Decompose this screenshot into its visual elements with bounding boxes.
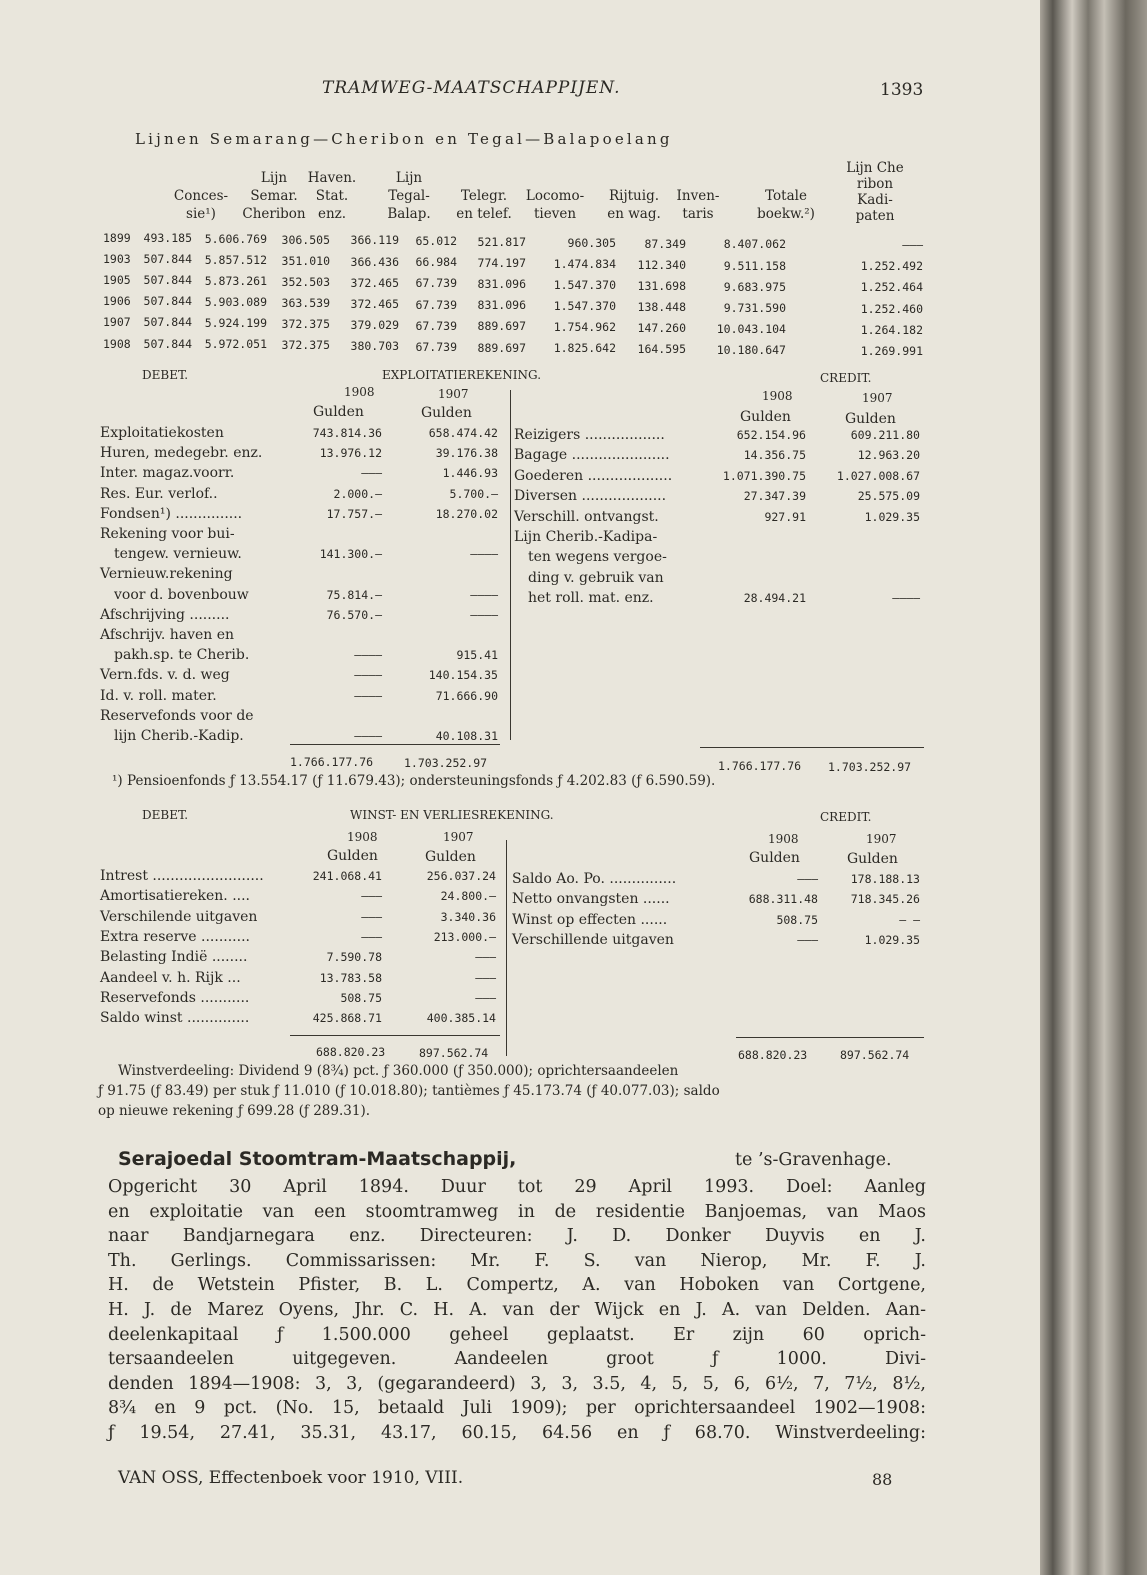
exploitatie-debet-total-1908: 1.766.177.76 [290,755,374,769]
stats-col-header: paten [855,208,895,224]
company-text-line: Th. Gerlings. Commissarissen: Mr. F. S. van Nierop, Mr. F. J. [108,1250,926,1271]
stats-cell: 9.731.590 [723,300,786,315]
exploitatie-debet-row-1907: 71.666.90 [435,688,498,703]
stats-cell: 507.844 [143,315,192,330]
stats-col-header: Locomo- [525,188,585,204]
stats-cell: 5.972.051 [204,337,267,352]
stats-cell: 1.825.642 [553,341,616,356]
winst-debet-row-1908: ——— [361,889,382,904]
stats-cell: 1.252.492 [860,259,923,274]
exploitatie-credit-row-label: Reizigers .................. [514,427,665,443]
exploitatie-debet-row-1908: ———— [354,668,382,683]
stats-cell: 5.606.769 [204,231,267,246]
stats-cell: ——— [902,238,923,253]
exploitatie-debet-row-1908: 141.300.— [319,547,382,562]
winst-credit-total-1908: 688.820.23 [738,1048,808,1062]
company-line-0: te ’s-Gravenhage. [735,1150,892,1170]
stats-cell: 380.703 [350,338,399,353]
winst-debet-row-1908: 241.068.41 [312,869,382,883]
exploitatie-credit-row-1907: 609.211.80 [850,428,920,442]
winst-debet-row-1907: ——— [475,950,496,965]
exploitatie-credit-row-1908: 927.91 [764,509,806,524]
running-header: TRAMWEG-MAATSCHAPPIJEN. [322,78,621,98]
exploitatie-debet-row-label: Huren, medegebr. enz. [100,445,263,462]
stats-year: 1899 [103,231,131,245]
stats-col-header: enz. [317,206,347,222]
stats-year: 1906 [103,294,131,309]
company-text-line: ƒ 19.54, 27.41, 35.31, 43.17, 60.15, 64.56 en ƒ 68.70. Winstverdeeling: [108,1422,926,1443]
stats-cell: 1.252.464 [860,280,923,295]
winst-distribution-line-3: op nieuwe rekening ƒ 699.28 (ƒ 289.31). [98,1103,371,1119]
stats-col-header: Lijn [260,170,288,186]
winst-credit-row-label: Winst op effecten ...... [512,911,668,928]
exploitatie-credit-year-1907: 1907 [862,391,893,405]
stats-col-header: Inven- [676,188,720,204]
exploitatie-debet-row-label: Rekening voor bui- [100,526,235,542]
stats-cell: 65.012 [415,234,457,249]
exploitatie-debet-unit-1907: Gulden [421,405,472,421]
exploitatie-debet-row-1907: 140.154.35 [428,668,498,683]
winst-credit-row-label: Verschillende uitgaven [512,931,674,948]
exploitatie-debet-row-label: Exploitatiekosten [100,425,224,441]
winst-debet-row-label: Aandeel v. h. Rijk ... [100,969,241,986]
winst-debet-row-1908: 425.868.71 [312,1011,382,1026]
winst-debet-year-1908: 1908 [347,830,378,844]
winst-debet-row-1907: 213.000.— [433,929,496,944]
exploitatie-credit-row-1908: 14.356.75 [743,448,806,463]
stats-cell: 831.096 [477,298,526,313]
winst-credit-year-1908: 1908 [768,832,799,846]
exploitatie-credit-row-label: Diversen ................... [514,488,667,505]
footer-source: VAN OSS, Effectenboek voor 1910, VIII. [118,1468,464,1488]
stats-col-header: Haven. [307,170,357,186]
stats-cell: 67.739 [415,339,457,354]
exploitatie-credit-row-1907: ———— [892,591,920,606]
stats-col-header: taris [682,206,714,222]
stats-cell: 306.505 [281,232,330,247]
stats-cell: 1.547.370 [553,299,616,314]
winst-debet-row-label: Belasting Indië ........ [100,949,248,966]
company-name: Serajoedal Stoomtram-Maatschappij, [118,1148,517,1170]
stats-cell: 372.375 [281,317,330,331]
stats-cell: 5.924.199 [204,316,267,331]
stats-col-header: tieven [533,206,577,222]
stats-cell: 521.817 [477,235,526,249]
winst-debet-row-label: Reservefonds ........... [100,989,250,1006]
footer-sheet-number: 88 [872,1470,893,1489]
winst-debet-label: DEBET. [142,808,189,822]
exploitatie-credit-unit-1907: Gulden [845,411,896,427]
exploitatie-credit-row-label: Lijn Cherib.-Kadipa- [514,529,658,545]
company-description [108,1175,926,1446]
winst-credit-row-label: Netto onvangsten ...... [512,891,670,908]
stats-cell: 1.547.370 [553,278,616,292]
stats-col-header: en telef. [456,206,512,222]
winst-debet-row-1908: ——— [361,909,382,924]
exploitatie-debet-row-1908: ———— [354,729,382,743]
winst-credit-total-1907: 897.562.74 [840,1048,910,1062]
winst-debet-unit-1908: Gulden [327,848,378,864]
exploitatie-credit-row-1908: 1.071.390.75 [722,468,806,483]
exploitatie-debet-row-label: Vern.fds. v. d. weg [100,667,230,684]
exploitatie-debet-row-label: pakh.sp. te Cherib. [114,647,250,664]
winst-debet-sum-rule [290,1035,500,1036]
stats-col-header: Kadi- [857,192,893,208]
stats-col-header: Stat. [315,188,349,204]
stats-cell: 960.305 [567,235,616,250]
exploitatie-debet-row-label: voor d. bovenbouw [114,586,249,603]
company-text-line: naar Bandjarnegara enz. Directeuren: J. D. Donker Duyvis en J. [108,1226,926,1247]
winst-debet-row-label: Intrest ......................... [100,868,264,884]
exploitatie-credit-row-1908: 28.494.21 [743,591,806,606]
stats-col-header: sie¹) [186,206,216,222]
winst-credit-sum-rule [736,1037,924,1038]
exploitatie-credit-row-label: ten wegens vergoe- [528,549,667,566]
stats-cell: 507.844 [143,336,192,351]
stats-cell: 372.465 [350,275,399,290]
company-text-line: denden 1894—1908: 3, 3, (gegarandeerd) 3, 3, 3.5, 4, 5, 5, 6, 6½, 7, 7½, 8½, [108,1373,926,1394]
stats-cell: 66.984 [415,255,457,270]
stats-cell: 10.180.647 [716,342,786,357]
winst-debet-row-1908: 13.783.58 [319,970,382,985]
exploitatie-debet-label: DEBET. [142,368,189,382]
exploitatie-credit-sum-rule [700,747,924,748]
exploitatie-credit-unit-1908: Gulden [740,409,791,425]
stats-cell: 831.096 [477,277,526,292]
exploitatie-divider [510,390,511,740]
exploitatie-debet-sum-rule [290,744,500,745]
exploitatie-debet-row-label: Reservefonds voor de [100,707,254,724]
exploitatie-credit-year-1908: 1908 [762,389,793,403]
exploitatie-debet-row-1907: ———— [470,587,498,602]
stats-cell: 1.252.460 [860,301,923,316]
exploitatie-debet-row-label: Id. v. roll. mater. [100,687,217,704]
stats-cell: 507.844 [143,252,192,267]
stats-col-header: Lijn Che [846,160,904,176]
exploitatie-title: EXPLOITATIEREKENING. [382,368,542,382]
winst-debet-row-1907: 400.385.14 [426,1011,496,1026]
stats-cell: 67.739 [415,318,457,333]
winst-debet-row-label: Extra reserve ........... [100,928,250,945]
exploitatie-debet-row-label: Res. Eur. verlof.. [100,485,218,502]
stats-cell: 1.264.182 [860,322,923,337]
stats-cell: 164.595 [637,342,686,357]
exploitatie-debet-row-label: Vernieuw.rekening [100,566,233,583]
stats-cell: 67.739 [415,297,457,312]
exploitatie-debet-row-1908: 17.757.— [326,506,382,521]
stats-cell: 5.857.512 [204,252,267,267]
stats-cell: 10.043.104 [716,321,786,336]
exploitatie-debet-total-1907: 1.703.252.97 [404,756,488,770]
winst-debet-row-1907: ——— [475,970,496,985]
winst-debet-row-1907: 24.800.— [440,889,496,904]
stats-col-header: Totale [765,188,807,204]
winst-title: WINST- EN VERLIESREKENING. [350,808,554,822]
stats-cell: 363.539 [281,295,330,310]
stats-col-header: Lijn [395,170,423,186]
winst-divider [506,840,507,1056]
winst-distribution-line-1: Winstverdeeling: Dividend 9 (8¾) pct. ƒ 360.000 (ƒ 350.000); oprichtersaandeelen [118,1063,679,1079]
exploitatie-credit-row-label: ding v. gebruik van [528,569,664,586]
exploitatie-credit-label: CREDIT. [820,371,872,385]
exploitatie-debet-row-1908: 2.000.— [333,486,382,501]
stats-cell: 67.739 [415,276,457,291]
winst-debet-total-1908: 688.820.23 [316,1045,386,1059]
company-text-line: tersaandeelen uitgegeven. Aandeelen groot ƒ 1000. Divi- [108,1349,926,1370]
stats-cell: 889.697 [477,340,526,355]
exploitatie-debet-row-1908: 75.814.— [326,587,382,602]
exploitatie-debet-row-1907: ———— [470,607,498,622]
stats-cell: 5.903.089 [204,295,267,310]
exploitatie-credit-total-1908: 1.766.177.76 [718,759,802,773]
exploitatie-debet-row-label: Afschrijving ......... [100,606,230,623]
stats-year: 1907 [103,315,131,330]
winst-distribution-line-2: ƒ 91.75 (ƒ 83.49) per stuk ƒ 11.010 (ƒ 10.018.80); tantièmes ƒ 45.173.74 (ƒ 40.077.03); saldo [98,1083,720,1099]
company-text-line: en exploitatie van een stoomtramweg in de residentie Banjoemas, van Maos [108,1201,926,1222]
exploitatie-debet-row-label: tengew. vernieuw. [114,546,242,563]
exploitatie-debet-row-1908: 76.570.— [326,607,382,622]
stats-cell: 372.465 [350,296,399,311]
winst-debet-row-1908: 508.75 [340,990,382,1005]
exploitatie-debet-row-1908: ———— [354,688,382,703]
winst-credit-unit-1908: Gulden [749,850,800,866]
stats-cell: 507.844 [143,273,192,288]
exploitatie-debet-row-label: Inter. magaz.voorr. [100,465,235,482]
exploitatie-debet-row-1907: 658.474.42 [428,426,498,440]
winst-debet-row-label: Amortisatiereken. .... [100,888,250,905]
winst-credit-label: CREDIT. [820,810,872,824]
stats-cell: 9.683.975 [723,279,786,294]
stats-cell: 366.119 [350,233,399,248]
winst-debet-row-1907: ——— [475,990,496,1005]
exploitatie-credit-row-1907: 25.575.09 [857,489,920,504]
exploitatie-credit-row-label: Goederen ................... [514,467,673,484]
exploitatie-debet-row-1907: 39.176.38 [435,446,498,461]
stats-cell: 131.698 [637,278,686,293]
winst-debet-year-1907: 1907 [443,830,474,844]
exploitatie-debet-row-label: Fondsen¹) ............... [100,505,243,522]
exploitatie-debet-row-1908: 743.814.36 [312,426,382,440]
winst-debet-row-1907: 256.037.24 [426,869,496,883]
exploitatie-debet-row-1907: 40.108.31 [435,729,498,743]
page-number: 1393 [880,80,924,100]
exploitatie-debet-unit-1908: Gulden [313,404,364,420]
exploitatie-debet-row-label: lijn Cherib.-Kadip. [114,728,244,744]
stats-col-header: Tegal- [388,188,430,204]
stats-cell: 1.754.962 [553,320,616,335]
exploitatie-debet-row-1907: ———— [470,547,498,562]
book-page-edge [1040,0,1147,1575]
stats-year: 1905 [103,273,131,288]
stats-cell: 112.340 [637,257,686,272]
winst-credit-row-1908: ——— [797,932,818,947]
stats-cell: 379.029 [350,317,399,332]
stats-cell: 87.349 [644,236,686,251]
stats-cell: 147.260 [637,321,686,335]
exploitatie-debet-row-1908: 13.976.12 [319,446,382,461]
lines-title: Lijnen Semarang—Cheribon en Tegal—Balapoelang [135,130,673,148]
exploitatie-credit-row-label: Verschill. ontvangst. [514,508,659,525]
winst-debet-row-label: Verschilende uitgaven [100,908,258,925]
exploitatie-debet-row-1907: 915.41 [456,648,498,663]
stats-col-header: Balap. [387,206,431,222]
stats-cell: 493.185 [143,231,192,245]
winst-credit-row-1907: 1.029.35 [864,932,920,947]
winst-debet-total-1907: 897.562.74 [419,1046,489,1060]
stats-col-header: ribon [856,176,894,192]
exploitatie-debet-row-label: Afschrijv. haven en [100,627,235,643]
exploitatie-credit-row-1907: 1.029.35 [864,509,920,524]
stats-cell: 889.697 [477,319,526,334]
stats-cell: 507.844 [143,294,192,309]
stats-cell: 351.010 [281,253,330,268]
exploitatie-debet-year-1908: 1908 [344,385,375,399]
stats-col-header: boekw.²) [757,206,815,222]
exploitatie-credit-row-1908: 27.347.39 [743,489,806,504]
stats-col-header: Rijtuig. [608,188,660,204]
winst-credit-row-1907: — — [899,912,920,927]
stats-cell: 352.503 [281,274,330,289]
company-text-line: 8¾ en 9 pct. (No. 15, betaald Juli 1909); per oprichtersaandeel 1902—1908: [108,1398,926,1419]
stats-cell: 9.511.158 [723,258,786,273]
company-text-line: deelenkapitaal ƒ 1.500.000 geheel geplaatst. Er zijn 60 oprich- [108,1324,926,1345]
winst-credit-row-1907: 178.188.13 [850,872,920,886]
stats-cell: 8.407.062 [723,237,786,252]
winst-credit-row-1908: 688.311.48 [748,892,818,907]
winst-debet-row-1907: 3.340.36 [440,909,496,924]
exploitatie-credit-row-1907: 1.027.008.67 [836,468,920,483]
stats-col-header: Telegr. [460,188,508,204]
winst-credit-row-label: Saldo Ao. Po. ............... [512,871,677,887]
stats-year: 1908 [103,336,131,351]
exploitatie-credit-row-1908: 652.154.96 [736,428,806,442]
exploitatie-debet-row-1908: ——— [361,466,382,481]
stats-cell: 366.436 [350,254,399,269]
exploitatie-credit-total-1907: 1.703.252.97 [828,760,912,774]
stats-cell: 372.375 [281,338,330,353]
exploitatie-credit-row-label: het roll. mat. enz. [528,590,654,607]
exploitatie-credit-row-label: Bagage ...................... [514,447,670,464]
stats-col-header: en wag. [607,206,661,222]
stats-cell: 138.448 [637,299,686,314]
stats-col-header: Semar. [250,188,298,204]
stats-cell: 1.474.834 [553,256,616,271]
exploitatie-debet-year-1907: 1907 [438,387,469,401]
exploitatie-debet-row-1907: 1.446.93 [442,466,498,481]
exploitatie-debet-row-1907: 5.700.— [449,486,498,501]
stats-year: 1903 [103,252,131,267]
company-text-line: H. J. de Marez Oyens, Jhr. C. H. A. van der Wijck en J. A. van Delden. Aan- [108,1299,926,1320]
exploitatie-debet-row-1907: 18.270.02 [435,506,498,521]
stats-col-header: Conces- [173,188,229,204]
stats-cell: 5.873.261 [204,274,267,288]
winst-debet-row-1908: ——— [361,929,382,944]
exploitatie-credit-row-1907: 12.963.20 [857,448,920,463]
stats-cell: 1.269.991 [860,343,923,358]
company-text-line: H. de Wetstein Pfister, B. L. Compertz, A. van Hoboken van Cortgene, [108,1275,926,1296]
exploitatie-footnote: ¹) Pensioenfonds ƒ 13.554.17 (ƒ 11.679.43); ondersteuningsfonds ƒ 4.202.83 (ƒ 6.590.59). [112,773,716,789]
winst-credit-row-1907: 718.345.26 [850,892,920,907]
winst-debet-row-1908: 7.590.78 [326,950,382,965]
winst-debet-row-label: Saldo winst .............. [100,1010,250,1027]
winst-credit-row-1908: 508.75 [776,912,818,927]
stats-col-header: Cheribon [242,206,306,222]
company-text-line: Opgericht 30 April 1894. Duur tot 29 April 1993. Doel: Aanleg [108,1177,926,1197]
winst-credit-unit-1907: Gulden [847,851,898,867]
exploitatie-debet-row-1908: ———— [354,648,382,663]
stats-cell: 774.197 [477,256,526,271]
winst-credit-row-1908: ——— [797,872,818,886]
winst-debet-unit-1907: Gulden [425,849,476,865]
winst-credit-year-1907: 1907 [866,832,897,846]
